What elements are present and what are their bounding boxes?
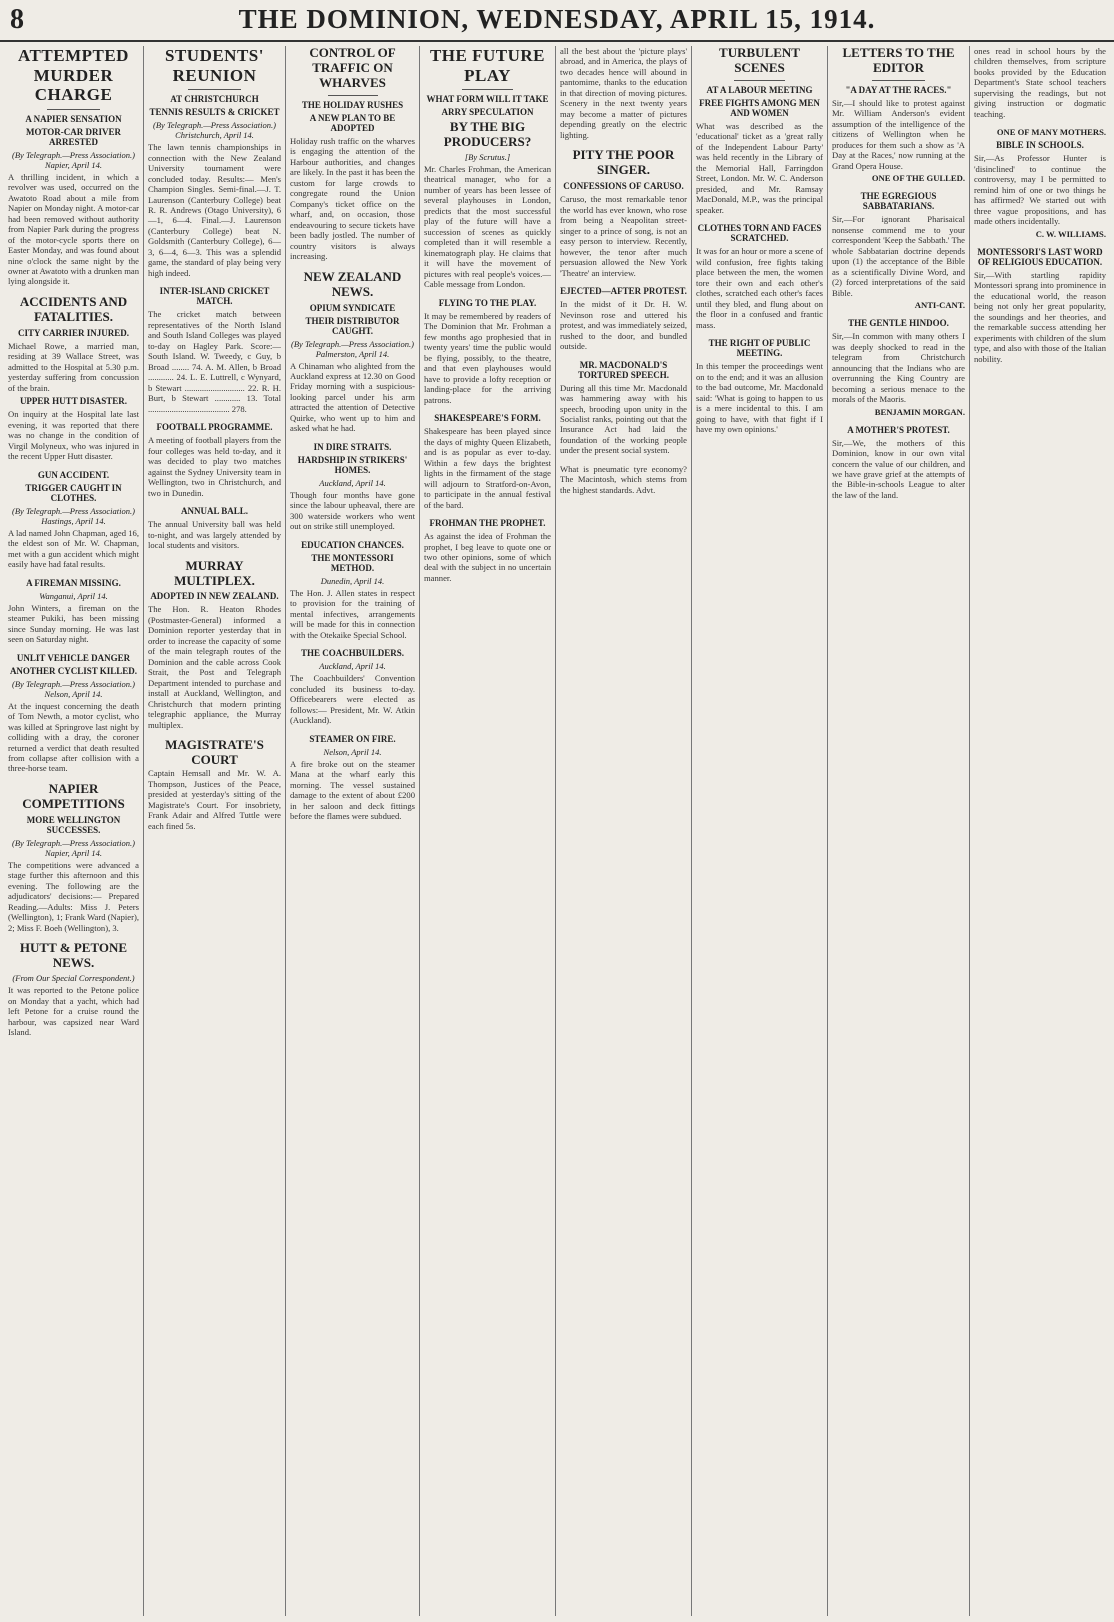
article-body: A Chinaman who alighted from the Auckland express at 12.30 on Good Friday morning with a suspicious-looking parcel under his arm attracted the attention of Detective Quirke, who went up to him and asked what he had. bbox=[290, 360, 418, 434]
article-body: In the midst of it Dr. H. W. Nevinson rose and uttered his protest, and was immediately seized, rushed to the door, and bundled outside. bbox=[560, 299, 690, 352]
dateline: (By Telegraph.—Press Association.) Hastings, April 14. bbox=[12, 505, 135, 526]
dateline: Wanganui, April 14. bbox=[39, 590, 108, 601]
article-body: Captain Hemsall and Mr. W. A. Thompson, Justices of the Peace, presided at yesterday's sitting of the Magistrate's Court. For insobriety, Frank Adair and Alfred Tuttle were each fined 5s. bbox=[148, 768, 284, 831]
subheadline: A NEW PLAN TO BE ADOPTED bbox=[309, 112, 396, 133]
article-dire-straits bbox=[290, 441, 418, 532]
article-body: The competitions were advanced a stage further this afternoon and this evening. The following are the adjudicators' decisions:— Prepared Reading.—Adults: Miss J. Peters (Wellington), 1; Frank Ward (Napier), 2; Miss F. Boeh (Wellington), 3. bbox=[8, 859, 142, 933]
column-6 bbox=[692, 46, 828, 1616]
column-1 bbox=[4, 46, 144, 1616]
subheadline: MONTESSORI'S LAST WORD OF RELIGIOUS EDUCATION. bbox=[977, 246, 1103, 267]
subheadline: CONFESSIONS OF CARUSO. bbox=[563, 181, 684, 192]
subheadline: THE EGREGIOUS SABBATARIANS. bbox=[860, 191, 937, 212]
letter-continued bbox=[974, 46, 1109, 119]
advertisement bbox=[560, 463, 690, 495]
subheadline: SHAKESPEARE'S FORM. bbox=[434, 413, 541, 424]
subheadline: A NAPIER SENSATION bbox=[25, 113, 122, 124]
article-public-meeting bbox=[696, 338, 826, 435]
article-ejected bbox=[560, 286, 690, 352]
subheadline: OPIUM SYNDICATE bbox=[309, 302, 396, 313]
subheadline: GUN ACCIDENT. bbox=[37, 469, 110, 480]
article-body: A lad named John Chapman, aged 16, the eldest son of Mr. W. Chapman, met with a gun accident which might easily have had fatal results. bbox=[8, 527, 142, 570]
article-body: A thrilling incident, in which a revolver was used, occurred on the Awatoto Road about a mile from Napier on Monday night. A motor-car had been removed without authority from Napier Park during the progress of the motor-cycle sports there on Easter Monday, and was found about nine o'clock the same night by the owner at Awatoto with a drunken man lying alongside it. bbox=[8, 171, 142, 287]
article-annual-ball bbox=[148, 506, 284, 551]
letter-signature: ANTI-CANT. bbox=[914, 300, 965, 311]
subheadline: EDUCATION CHANCES. bbox=[301, 539, 404, 550]
dateline: (By Telegraph.—Press Association.) Napier, April 14. bbox=[12, 149, 135, 170]
headline: ACCIDENTS AND FATALITIES. bbox=[19, 293, 128, 324]
article-body: As against the idea of Frohman the prophet, I beg leave to quote one or two other opinions, some of which deal with the subject in no uncertain manner. bbox=[424, 531, 554, 583]
subheadline: BIBLE IN SCHOOLS. bbox=[996, 140, 1084, 151]
subheadline: ANOTHER CYCLIST KILLED. bbox=[9, 665, 138, 676]
newspaper-title: THE DOMINION, WEDNESDAY, APRIL 15, 1914. bbox=[238, 4, 876, 34]
article-body: John Winters, a fireman on the steamer Pukiki, has been missing since Sunday morning. He was last seen on Saturday night. bbox=[8, 602, 142, 645]
letter-signature: ONE OF MANY MOTHERS. bbox=[996, 127, 1106, 138]
dateline: (By Telegraph.—Press Association.) Nelson, April 14. bbox=[12, 678, 135, 699]
article-steamer-fire bbox=[290, 733, 418, 822]
letter-gentle-hindoo bbox=[832, 318, 968, 417]
article-turbulent-scenes bbox=[696, 46, 826, 215]
subheadline: THE RIGHT OF PUBLIC MEETING. bbox=[708, 338, 811, 359]
article-traffic-wharves bbox=[290, 46, 418, 262]
article-napier-competitions bbox=[8, 780, 142, 933]
article-body: Mr. Charles Frohman, the American theatrical manager, who for a number of years has been lessee of several playhouses in London, predicts that the most successful play of the future will have a succession of scenes as quickly completed than it will resemble a kinematograph play. He claims that it will have the movement of pictures with real people's voices.—Cable message from London. bbox=[424, 163, 554, 290]
subheadline: A MOTHER'S PROTEST. bbox=[847, 424, 950, 435]
article-body: What was described as the 'educational' ticket as a 'great rally of the Independent Labour Party' was held recently in the Library of the Memorial Hall, Farringdon Street, London. Mr. W. C. Anderson presided, and Mr. Ramsay MacDonald, M.P., was the principal speaker. bbox=[696, 120, 826, 215]
article-football-programme bbox=[148, 422, 284, 498]
article-gun-accident bbox=[8, 469, 142, 570]
article-poor-singer bbox=[560, 147, 690, 278]
article-body: At the inquest concerning the death of Tom Newth, a motor cyclist, who was killed at Springrove last night by colliding with a dray, the coroner returned a verdict that death resulted from collapse after collision with a three-horse team. bbox=[8, 700, 142, 774]
article-frohman-prophet bbox=[424, 518, 554, 583]
subheadline: MOTOR-CAR DRIVER ARRESTED bbox=[25, 126, 122, 147]
article-body: A meeting of football players from the four colleges was held to-day, and it was decided to play two matches against the Sydney University team in Wellington, two in Christchurch, and two in Dunedin. bbox=[148, 435, 284, 498]
subheadline: FLYING TO THE PLAY. bbox=[438, 297, 537, 308]
subheadline: BY THE BIG PRODUCERS? bbox=[443, 119, 532, 150]
article-new-zealand-news bbox=[290, 268, 418, 434]
letter-signature: BENJAMIN MORGAN. bbox=[874, 406, 965, 417]
article-body: Shakespeare has been played since the days of mighty Queen Elizabeth, and is as popular as ever to-day. Within a few days the brightest lights in the firmament of the stage will adjourn to Stratford-on-Avon, to participate in the annual festival of the bard. bbox=[424, 426, 554, 510]
subheadline: ADOPTED IN NEW ZEALAND. bbox=[150, 591, 279, 602]
article-shakespeare-form bbox=[424, 413, 554, 510]
letter-body: Sir,—With startling rapidity Montessori sprang into prominence in the educational world, the reason being not only her great popularity, the soundings and her theories, and the remarkable success attending her experiments with children of the slum type, and also with those of the Italian nobility. bbox=[974, 269, 1109, 364]
letter-mothers-protest bbox=[832, 424, 968, 501]
article-body: The cricket match between representatives of the North Island and South Island Colleges was played to-day on Hagley Park. Score:— South Island. W. Tweedy, c Guy, b Broad ........ 74. A. M. Allen, b Broad ............ 24. L. E. Luttrell, c Wynyard, b Stewart ............................ 22. R. H. Burt, b Stewart ............ 13. Total ...................................... 278. bbox=[148, 309, 284, 414]
headline: MAGISTRATE'S COURT bbox=[165, 737, 264, 768]
subheadline: THE HOLIDAY RUSHES bbox=[301, 99, 404, 110]
article-body: all the best about the 'picture plays' abroad, and in America, the plays of two decades hence will abound in pantomime, thanks to the education in that direction of moving pictures. Scenery in the next twenty years may become a matter of pictures depending greatly on the electric lighting. bbox=[560, 46, 690, 140]
article-body: The Hon. R. Heaton Rhodes (Postmaster-General) informed a Dominion reporter yesterday that in order to increase the capacity of some of the main telegraph routes of the Dominion and the cable across Cook Strait, the Post and Telegraph Department intended to purchase and install at Auckland, Wellington, and Christchurch that modern printing telegraphic appliance, the Murray multiplex. bbox=[148, 604, 284, 730]
subheadline: AT CHRISTCHURCH bbox=[170, 94, 259, 105]
article-future-play bbox=[424, 46, 554, 290]
article-macdonald-speech bbox=[560, 359, 690, 456]
dateline: (By Telegraph.—Press Association.) Christchurch, April 14. bbox=[153, 120, 276, 141]
article-clothes-torn bbox=[696, 223, 826, 330]
article-accidents bbox=[8, 293, 142, 462]
headline: STUDENTS' REUNION bbox=[165, 46, 264, 85]
article-coachbuilders bbox=[290, 648, 418, 726]
byline: [By Scrutus.] bbox=[464, 151, 511, 162]
masthead bbox=[0, 0, 1114, 42]
article-body: It was reported to the Petone police on Monday that a yacht, which had left Petone for a cruise round the harbour, was capsized near Ward Island. bbox=[8, 985, 142, 1038]
subheadline: THE COACHBUILDERS. bbox=[300, 648, 405, 659]
headline: HUTT & PETONE NEWS. bbox=[19, 940, 128, 971]
article-body: During all this time Mr. Macdonald was hammering away with his speech, brooding upon unity in the Socialist ranks, pointing out that the Insurance Act had laid the foundation of the working people under the present social system. bbox=[560, 382, 690, 456]
subheadline: EJECTED—AFTER PROTEST. bbox=[560, 286, 687, 297]
subheadline: THE MONTESSORI METHOD. bbox=[311, 552, 394, 573]
article-students-reunion bbox=[148, 46, 284, 278]
article-flying-to-play bbox=[424, 297, 554, 405]
subheadline: FROHMAN THE PROPHET. bbox=[429, 518, 546, 529]
article-body: The annual University ball was held to-night, and was largely attended by local students and visitors. bbox=[148, 519, 284, 551]
article-body: On inquiry at the Hospital late last evening, it was reported that there was no change in the condition of Virgil Molyneux, who was injured in the recent Upper Hutt disaster. bbox=[8, 409, 142, 462]
article-magistrates-court bbox=[148, 737, 284, 831]
column-7 bbox=[828, 46, 970, 1616]
subheadline: THEIR DISTRIBUTOR CAUGHT. bbox=[305, 315, 400, 336]
subheadline: FOOTBALL PROGRAMME. bbox=[156, 422, 273, 433]
headline: MURRAY MULTIPLEX. bbox=[174, 557, 255, 588]
subheadline: INTER-ISLAND CRICKET MATCH. bbox=[159, 286, 270, 307]
letter-signature: C. W. WILLIAMS. bbox=[1035, 228, 1106, 239]
headline: NAPIER COMPETITIONS bbox=[22, 780, 125, 811]
letter-body: ones read in school hours by the children themselves, from scripture books provided by the Education Department's State school teachers supervising the readings, but not giving instruction or dogmatic teaching. bbox=[974, 46, 1109, 119]
article-education-chances bbox=[290, 539, 418, 640]
column-2 bbox=[144, 46, 286, 1616]
subheadline: ARRY SPECULATION bbox=[441, 107, 534, 118]
subheadline: CLOTHES TORN AND FACES SCRATCHED. bbox=[697, 223, 822, 244]
subheadline: IN DIRE STRAITS. bbox=[313, 441, 392, 452]
column-5 bbox=[556, 46, 692, 1616]
article-fireman-missing bbox=[8, 577, 142, 645]
dateline: Auckland, April 14. bbox=[319, 477, 386, 488]
letter-montessori bbox=[974, 246, 1109, 364]
article-body: In this temper the proceedings went on to the end; and it was an allusion to the bad outcome, Mr. Macdonald said: 'What is going to happen to us is a mere incidental to this. I am going to have, with that fight if I have my own opinions.' bbox=[696, 361, 826, 435]
subheadline: TRIGGER CAUGHT IN CLOTHES. bbox=[25, 482, 122, 503]
letter-body: Sir,—In common with many others I was deeply shocked to read in the telegram from Christchurch announcing that the Indians who are overrunning the King Country are becoming a serious menace to the morals of the Maoris. bbox=[832, 331, 968, 405]
headline: LETTERS TO THE EDITOR bbox=[842, 46, 955, 75]
subheadline: HARDSHIP IN STRIKERS' HOMES. bbox=[297, 454, 408, 475]
article-body: A fire broke out on the steamer Mana at the wharf early this morning. The vessel sustained damage to the extent of about £200 in her saloon and deck fittings before the flames were subdued. bbox=[290, 758, 418, 822]
dateline: Dunedin, April 14. bbox=[320, 575, 385, 586]
subheadline: UPPER HUTT DISASTER. bbox=[19, 396, 128, 407]
subheadline: MORE WELLINGTON SUCCESSES. bbox=[26, 814, 121, 835]
subheadline: FREE FIGHTS AMONG MEN AND WOMEN bbox=[699, 97, 820, 118]
subheadline: THE GENTLE HINDOO. bbox=[848, 318, 949, 329]
page-number: 8 bbox=[10, 4, 24, 35]
subheadline: A FIREMAN MISSING. bbox=[26, 577, 121, 588]
subheadline: CITY CARRIER INJURED. bbox=[18, 327, 129, 338]
article-attempted-murder bbox=[8, 46, 142, 287]
letters-to-editor bbox=[832, 46, 968, 184]
letter-body: Sir,—We, the mothers of this Dominion, know in our own vital concern the value of our children, and we have grave grief at the attempts of the Bible-in-schools League to alter the law of the land. bbox=[832, 437, 968, 500]
subheadline: MR. MACDONALD'S TORTURED SPEECH. bbox=[577, 359, 670, 380]
letter-body: Sir,—I should like to protest against Mr. William Anderson's evident assumption of the intelligence of the citizens of Wellington when he produces for them such a show as 'A Day at the Races,' now running at the Grand Opera House. bbox=[832, 97, 968, 171]
subheadline: AT A LABOUR MEETING bbox=[706, 84, 813, 95]
dateline: (From Our Special Correspondent.) bbox=[12, 973, 135, 984]
headline: TURBULENT SCENES bbox=[719, 46, 800, 75]
dateline: (By Telegraph.—Press Association.) Napier, April 14. bbox=[12, 837, 135, 858]
article-body: It may be remembered by readers of The Dominion that Mr. Frohman a few months ago prophesied that in twenty years' time the public would be flying, possibly, to the theatre, and that even playhouses would have to provide a lofty reception or landing-place for the arriving patrons. bbox=[424, 310, 554, 405]
headline: CONTROL OF TRAFFIC ON WHARVES bbox=[309, 46, 396, 90]
article-body: Holiday rush traffic on the wharves is engaging the attention of the Harbour authorities, and changes are likely. In the past it has been the custom for large crowds to congregate round the Union Company's ticket office on the wharf, and, on occasion, those endeavouring to secure tickets have been badly jostled. The number of country visitors is always increasing. bbox=[290, 135, 418, 262]
letter-bible-in-schools bbox=[974, 127, 1109, 239]
dateline: (By Telegraph.—Press Association.) Palmerston, April 14. bbox=[291, 338, 414, 359]
subheadline: ANNUAL BALL. bbox=[180, 506, 248, 517]
headline: THE FUTURE PLAY bbox=[429, 46, 546, 85]
subheadline: TENNIS RESULTS & CRICKET bbox=[149, 107, 280, 118]
letter-body: Sir,—As Professor Hunter is 'disinclined' to continue the controversy, may I be permitted to remind him of one or two things he has affirmed? We started out with three vague propositions, and has made others incidentally. bbox=[974, 153, 1109, 227]
subheadline: "A DAY AT THE RACES." bbox=[845, 84, 952, 95]
column-8 bbox=[970, 46, 1110, 1616]
column-3 bbox=[286, 46, 420, 1616]
dateline: Nelson, April 14. bbox=[323, 746, 382, 757]
article-body: It was for an hour or more a scene of wild confusion, free fights taking place between the men, the women tore their own and each other's clothes, scratched each other's faces until they bled, and flung about on the floor in a confused and frantic mass. bbox=[696, 246, 826, 330]
article-body: The lawn tennis championships in connection with the New Zealand University tournament were concluded today. Results:— Men's Champion Singles. Semi-final.—J. T. Laurenson (Canterbury College) beat R. R. Andrews (Otago University), 6—1, 6—4. Final.—J. Laurenson (Canterbury College) beat N. Goldsmith (Canterbury College), 6—3, 6—4, 6—3. This was a splendid game, the standard of play being very high indeed. bbox=[148, 142, 284, 278]
headline: PITY THE POOR SINGER. bbox=[572, 147, 675, 178]
article-murray-multiplex bbox=[148, 557, 284, 731]
article-body: The Coachbuilders' Convention concluded its business to-day. Officebearers were elected as follows:— President, Mr. W. Atkin (Auckland). bbox=[290, 673, 418, 726]
subheadline: STEAMER ON FIRE. bbox=[309, 733, 396, 744]
column-4 bbox=[420, 46, 556, 1616]
article-inter-island-cricket bbox=[148, 286, 284, 414]
columns bbox=[4, 46, 1110, 1616]
article-unlit-vehicle bbox=[8, 652, 142, 774]
advertisement-text: What is pneumatic tyre economy? The Macintosh, which stems from the highest standards. Advt. bbox=[560, 463, 690, 495]
letter-sabbatarians bbox=[832, 191, 968, 311]
subheadline: WHAT FORM WILL IT TAKE bbox=[426, 94, 549, 105]
article-body: Michael Rowe, a married man, residing at 39 Wallace Street, was admitted to the Hospital at 5.30 p.m. yesterday suffering from concussion of the brain. bbox=[8, 340, 142, 393]
headline: ATTEMPTED MURDER CHARGE bbox=[18, 46, 129, 105]
article-body: Caruso, the most remarkable tenor the world has ever known, who rose from being a Neapolitan street-singer to a prince of song, is not an easy person to interview. Recently, however, the tenor after much persuasion allowed the New York 'Theatre' an interview. bbox=[560, 194, 690, 278]
article-future-play-continued bbox=[560, 46, 690, 140]
article-hutt-petone bbox=[8, 940, 142, 1038]
dateline: Auckland, April 14. bbox=[319, 661, 386, 672]
subheadline: UNLIT VEHICLE DANGER bbox=[16, 652, 131, 663]
article-body: The Hon. J. Allen states in respect to provision for the training of mental infectives, arrangements will be made for this in connection with the Otekaike Special School. bbox=[290, 587, 418, 640]
letter-body: Sir,—For ignorant Pharisaical nonsense commend me to your correspondent 'Keep the Sabbath.' The whole Sabbatarian doctrine depends upon (1) the acceptance of the Bible as a scientifically Divine Word, and (2) forced interpretations of the said Bible. bbox=[832, 214, 968, 298]
letter-signature: ONE OF THE GULLED. bbox=[871, 173, 965, 184]
article-body: Though four months have gone since the labour upheaval, there are 300 waterside workers who went out on strike still unemployed. bbox=[290, 489, 418, 532]
headline: NEW ZEALAND NEWS. bbox=[303, 268, 402, 299]
